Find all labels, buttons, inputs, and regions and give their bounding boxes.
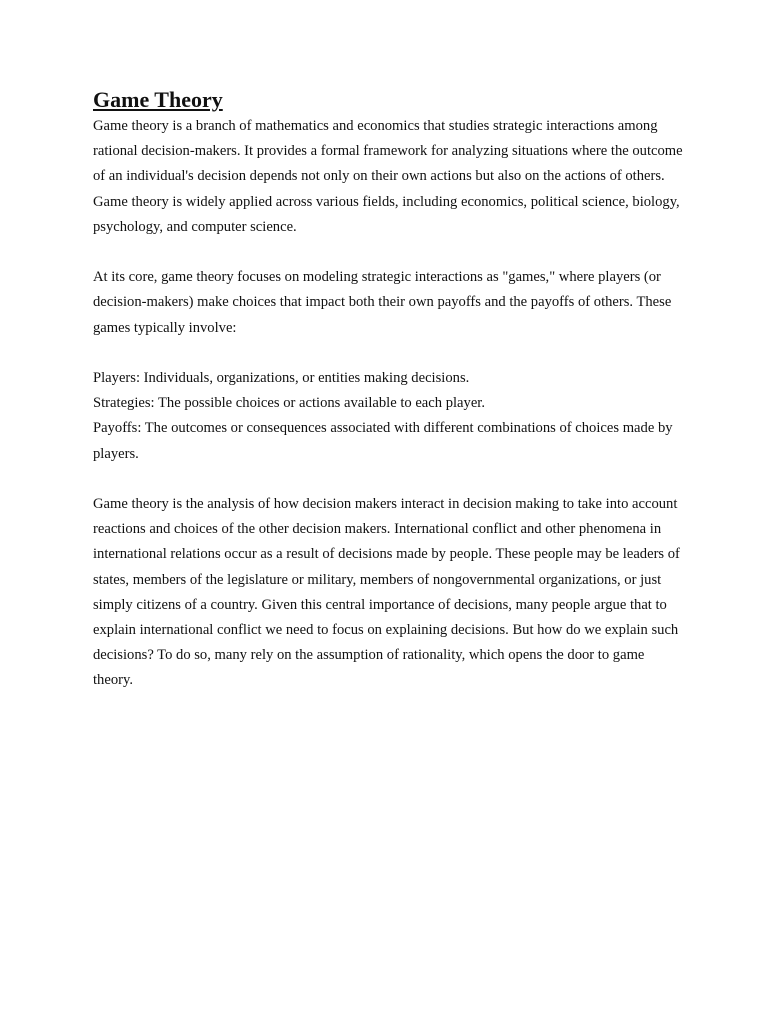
intro-paragraph: Game theory is a branch of mathematics and economics that studies strategic interactions among rational decision-makers. It provides a formal framework for analyzing situations where the outcome of an individual's decision depends not only on their own actions but also on the actions of others. Game theory is widely applied across various fields, including economics, political science, biology, psychology, and computer science. — [93, 118, 683, 235]
core-paragraph: At its core, game theory focuses on modeling strategic interactions as "games," where players (or decision-makers) make choices that impact both their own payoffs and the payoffs of others. These games typically involve: — [93, 269, 672, 336]
paragraph-spacer — [93, 240, 683, 265]
closing-paragraph: Game theory is the analysis of how decision makers interact in decision making to take into account reactions and choices of the other decision makers. International conflict and other phenomena in international relations occur as a result of decisions made by people. These people may be leaders of states, members of the legislature or military, members of nongovernmental organizations, or just simply citizens of a country. Given this central importance of decisions, many people argue that to explain international conflict we need to focus on explaining decisions. But how do we explain such decisions? To do so, many rely on the assumption of rationality, which opens the door to game theory. — [93, 496, 680, 689]
document-page — [93, 86, 683, 694]
paragraph-spacer — [93, 467, 683, 492]
paragraph-spacer — [93, 341, 683, 366]
list-item-strategies: Strategies: The possible choices or actions available to each player. — [93, 395, 486, 412]
document-title: Game Theory — [93, 87, 223, 112]
list-item-players: Players: Individuals, organizations, or entities making decisions. — [93, 370, 470, 386]
list-item-payoffs: Payoffs: The outcomes or consequences associated with different combinations of choices made by players. — [93, 420, 673, 462]
